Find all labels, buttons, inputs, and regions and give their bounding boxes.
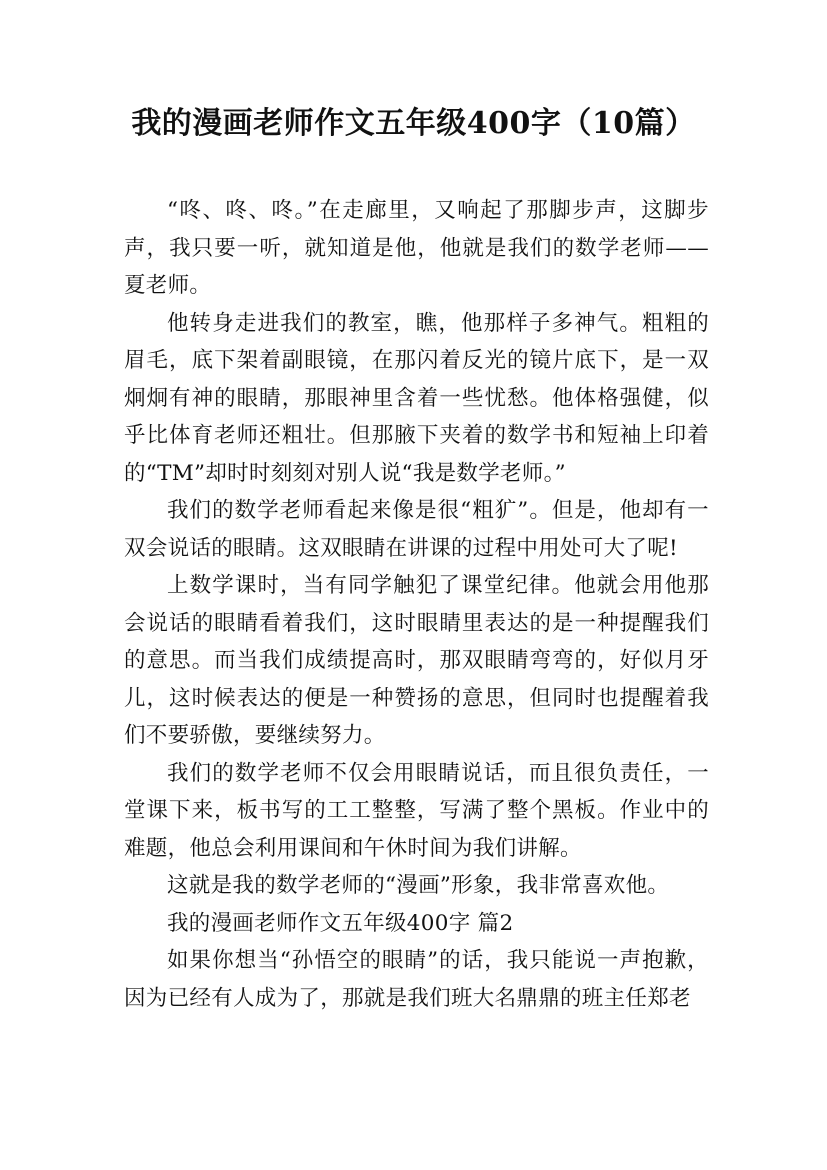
document-title: 我的漫画老师作文五年级400字（10篇）: [131, 106, 696, 141]
paragraph: 他转身走进我们的教室，瞧，他那样子多神气。粗粗的眉毛，底下架着副眼镜，在那闪着反光的镜片底下，是一双炯炯有神的眼睛，那眼神里含着一些忧愁。他体格强健，似乎比体育老师还粗壮。但那腋下夹着的数学书和短袖上印着的“TM”却时时刻刻对别人说“我是数学老师。”: [124, 310, 709, 486]
paragraph: “咚、咚、咚。”在走廊里，又响起了那脚步声，这脚步声，我只要一听，就知道是他，他就是我们的数学老师——夏老师。: [124, 198, 709, 298]
paragraph: 如果你想当“孙悟空的眼睛”的话，我只能说一声抱歉，因为已经有人成为了，那就是我们班大名鼎鼎的班主任郑老: [124, 948, 709, 1011]
paragraph: 我们的数学老师看起来像是很“粗犷”。但是，他却有一双会说话的眼睛。这双眼睛在讲课的过程中用处可大了呢!: [124, 498, 709, 561]
paragraph: 我们的数学老师不仅会用眼睛说话，而且很负责任，一堂课下来，板书写的工工整整，写满了整个黑板。作业中的难题，他总会利用课间和午休时间为我们讲解。: [124, 760, 709, 861]
section-heading: 我的漫画老师作文五年级400字 篇2: [167, 910, 514, 936]
document-body: [124, 192, 709, 1017]
paragraph: 这就是我的数学老师的“漫画”形象，我非常喜欢他。: [167, 873, 670, 898]
paragraph: 上数学课时，当有同学触犯了课堂纪律。他就会用他那会说话的眼睛看着我们，这时眼睛里表达的是一种提醒我们的意思。而当我们成绩提高时，那双眼睛弯弯的，好似月牙儿，这时候表达的便是一种赞扬的意思，但同时也提醒着我们不要骄傲，要继续努力。: [124, 573, 709, 748]
